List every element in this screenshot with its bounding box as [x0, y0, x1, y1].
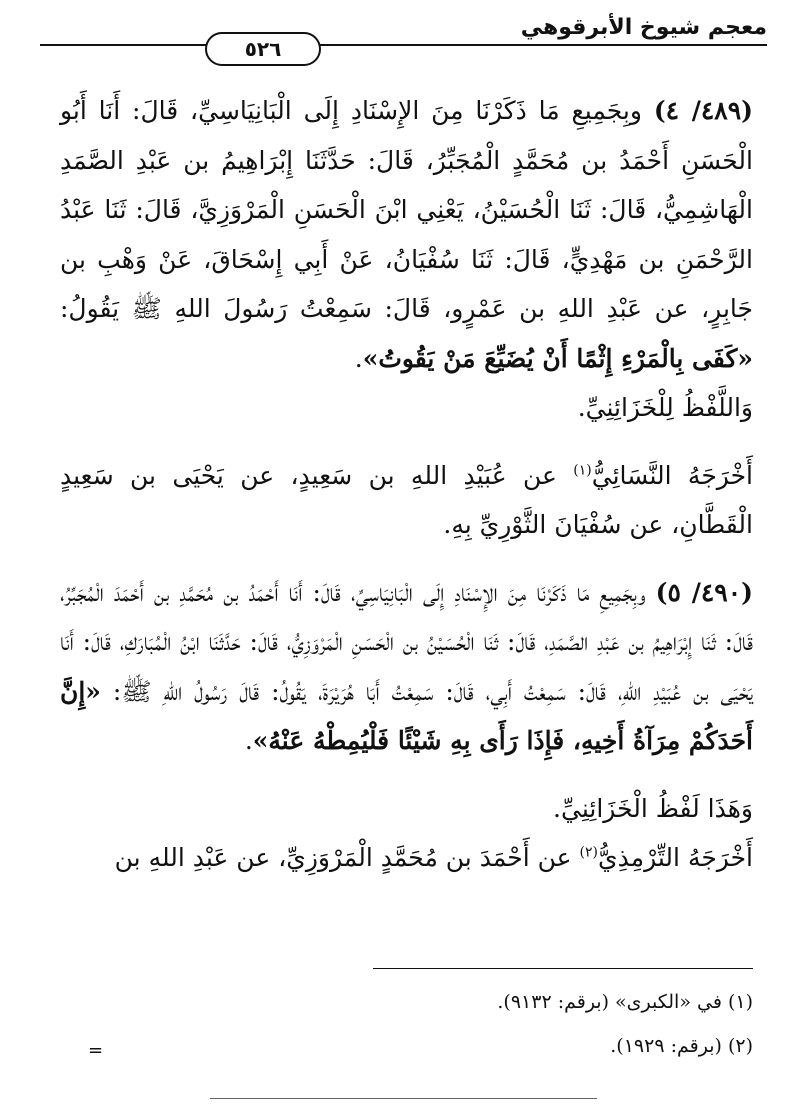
- running-title: معجم شيوخ الأبرقوهي: [520, 15, 767, 40]
- takhrij-489-chain: عن عُبَيْدِ اللهِ بن سَعِيدٍ، عن يَحْيَى بن سَعِيدٍ الْقَطَّانِ، عن سُفْيَانَ الثَّوْرِيِّ بِهِ.: [60, 460, 753, 539]
- hadith-489-matn: «كَفَى بِالْمَرْءِ إِثْمًا أَنْ يُضَيِّعَ مَنْ يَقُوتُ»: [362, 343, 753, 373]
- hadith-490-matn: «إِنَّ أَحَدَكُمْ مِرَآةُ أَخِيهِ، فَإِذَا رَأَى بِهِ شَيْئًا فَلْيُمِطْهُ عَنْهُ»: [60, 676, 753, 755]
- bottom-rule: [210, 1098, 597, 1099]
- footnote-separator: [373, 968, 753, 969]
- hadith-489: [60, 86, 753, 383]
- header-rule: [40, 44, 767, 46]
- page-number: ٥٢٦: [205, 32, 321, 66]
- footnote-2: (٢) (برقم: ١٩٢٩).: [610, 1035, 753, 1057]
- hadith-489-takhrij: [60, 451, 753, 550]
- hadith-489-lafz: وَاللَّفْظُ لِلْخَزَائِنِيِّ.: [577, 393, 753, 422]
- hadith-489-period: .: [354, 343, 363, 373]
- hadith-490-period: .: [244, 726, 253, 755]
- hadith-489-isnad: وبِجَمِيعِ مَا ذَكَرْنَا مِنَ الإِسْنَادِ إِلَى الْبَانِيَاسِيِّ، قَالَ: أَنَا أَبُو الْحَسَنِ أَحْمَدُ بن مُحَمَّدٍ الْمُجَبِّرُ، قَالَ: حَدَّثَنَا إِبْرَاهِيمُ بن عَبْدِ الصَّمَدِ الْهَاشِمِيُّ، قَالَ: ثَنَا الْحُسَيْنُ، يَعْنِي ابْنَ الْحَسَنِ الْمَرْوَزِيَّ، قَالَ: ثَنَا عَبْدُ الرَّحْمَنِ بن مَهْدِيٍّ، قَالَ: ثَنَا سُفْيَانُ، عَنْ أَبِي إِسْحَاقَ، عَنْ وَهْبِ بن جَابِرٍ، عن عَبْدِ اللهِ بن عَمْرٍو، قَالَ: سَمِعْتُ رَسُولَ اللهِ ﷺ يَقُولُ:: [60, 96, 754, 323]
- takhrij-490-chain: عن أَحْمَدَ بن مُحَمَّدٍ الْمَرْوَزِيِّ، عن عَبْدِ اللهِ بن: [114, 843, 572, 872]
- hadith-490-isnad: وبِجَمِيعِ مَا ذَكَرْنَا مِنَ الإِسْنَادِ إِلَى الْبَانِيَاسِيِّ، قَالَ: أَنَا أَحْمَدُ بن مُحَمَّدِ بن أَحْمَدَ الْمُجَبِّرُ، قَالَ: ثَنَا إِبْرَاهِيمُ بن عَبْدِ الصَّمَدِ، قَالَ: ثَنَا الْحُسَيْنُ بن الْحَسَنِ الْمَرْوَزِيُّ، قَالَ: حَدَّثَنَا ابْنُ الْمُبَارَكِ، قَالَ: أَنَا يَحْيَى بن عُبَيْدِ اللهِ، قَالَ: سَمِعْتُ أَبِي، قَالَ: سَمِعْتُ أَبَا هُرَيْرَةَ، يَقُولُ: قَالَ رَسُولُ اللهِ ﷺ:: [60, 577, 754, 706]
- takhrij-489-source: أَخْرَجَهُ النَّسَائِيُّ: [591, 460, 753, 490]
- hadith-489-number: (٤٨٩/ ٤): [653, 96, 753, 125]
- hadith-490-takhrij: [60, 833, 753, 883]
- hadith-490-lafz: وَهَذَا لَفْظُ الْخَزَائِنِيِّ.: [553, 793, 753, 823]
- takhrij-490-source: أَخْرَجَهُ التِّرْمِذِيُّ: [598, 843, 753, 872]
- footnote-1: (١) في «الكبرى» (برقم: ٩١٣٢).: [497, 991, 753, 1013]
- footnotes: [60, 980, 753, 1068]
- continuation-mark: =: [88, 1040, 104, 1061]
- main-text: [60, 86, 753, 883]
- footnote-ref-1[interactable]: (١): [573, 462, 592, 479]
- hadith-490: [60, 568, 753, 766]
- page-header: [40, 14, 767, 61]
- hadith-490-number: (٤٩٠/ ٥): [655, 577, 753, 607]
- footnote-ref-2[interactable]: (٢): [579, 844, 599, 861]
